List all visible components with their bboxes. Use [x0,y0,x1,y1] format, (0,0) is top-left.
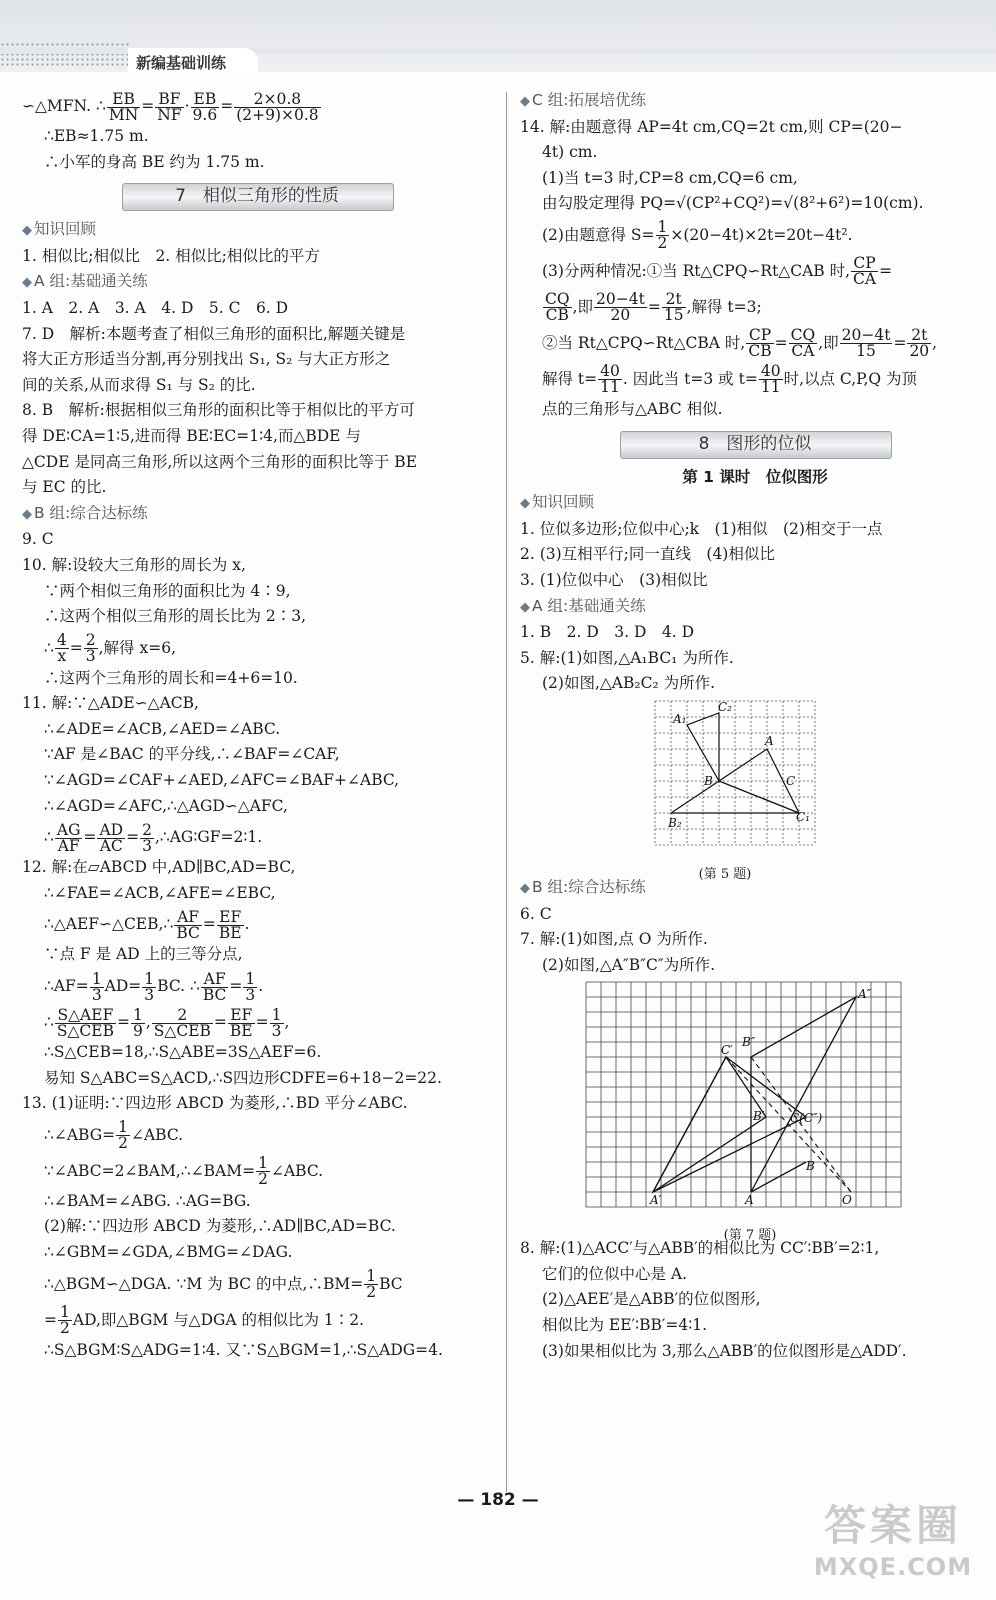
line-l27 [22,906,492,942]
line-l15: ∵两个相似三角形的面积比为 4∶9, [44,581,291,600]
text: = [647,297,661,316]
numerator: AF [201,972,229,988]
denominator: 20 [909,342,930,361]
label-C-prime: C′ [721,1043,733,1058]
fraction [90,969,104,1004]
line-l14: 10. 解:设较大三角形的周长为 x, [22,555,246,574]
watermark [808,1493,978,1588]
page-header [0,0,996,72]
line-r18: 7. 解:(1)如图,点 O 为所作. [520,930,708,949]
diamond-icon: ◆ [22,506,32,522]
fraction [851,256,878,287]
line-r08 [520,325,990,361]
label-A: A [745,1193,754,1208]
denominator: 2 [366,1283,377,1302]
text: . 因此当 t=3 或 t= [622,369,758,388]
denominator: (2+9)×0.8 [236,105,319,124]
fraction [155,89,183,124]
line-l37: (2)解:∵四边形 ABCD 为菱形,∴AD∥BC,AD=BC. [44,1217,396,1236]
fraction [907,328,931,359]
line-l33: 13. (1)证明:∵四边形 ABCD 为菱形,∴BD 平分∠ABC. [22,1094,408,1113]
line-l17 [22,630,492,666]
diamond-icon: ◆ [520,880,530,896]
line-l20: ∴∠ADE=∠ACB,∠AED=∠ABC. [44,719,281,738]
line-r16: (2)如图,△AB₂C₂ 为所作. [542,674,716,693]
numerator: EF [228,1008,255,1024]
numerator: AG [56,820,81,839]
line-r06 [520,253,990,289]
denominator: 15 [856,342,876,361]
denominator: x [57,647,67,666]
chapter-title: 7 相似三角形的性质 [175,186,339,207]
numerator: 1 [60,1303,70,1322]
numerator: 20−4t [841,326,891,345]
line-l39 [22,1266,492,1302]
fraction [594,292,647,323]
text: , [145,1013,151,1032]
numerator: 1 [258,1154,268,1173]
numerator: S△AEF [55,1008,116,1024]
numerator: 2 [85,631,96,650]
fraction [107,89,140,124]
line-r04: 由勾股定理得 PQ=√(CP²+CQ²)=√(8²+6²)=10(cm). [542,194,924,213]
line-l29 [22,968,492,1004]
text: ,即 [818,333,839,352]
numerator: 2t [907,328,931,344]
text: ∵∠ABC=2∠BAM,∴∠BAM= [44,1161,256,1180]
numerator: 2×0.8 [234,92,320,108]
text: = [213,1013,227,1032]
section-review [520,490,990,517]
fraction [84,633,98,664]
label-B: B [806,1159,815,1174]
line-r07 [520,289,990,325]
line-l19: 11. 解:∵△ADE∽△ACB, [22,694,199,713]
label-C: C [786,773,796,788]
line-r05 [520,217,990,253]
header-dot-pattern [0,42,130,68]
section-label: C 组:拓展培优练 [532,91,646,109]
fraction [759,364,783,395]
text: ∴△AEF∽△CEB,∴ [44,915,174,934]
denominator: 3 [91,985,102,1004]
figure-7 [520,978,990,1243]
numerator: 1 [657,218,668,237]
denominator: 2 [657,234,668,253]
text: (2)由题意得 S= [542,225,655,244]
section-label: A 组:基础通关练 [34,272,148,291]
section-group-b [22,501,492,528]
numerator: 20−4t [596,290,645,309]
fraction [746,328,773,359]
denominator: S△CEB [56,1021,114,1040]
line-l40 [22,1302,492,1338]
line-l04: 1. 相似比;相似比 2. 相似比;相似比的平方 [22,246,320,265]
text: ∴∠ABG= [44,1125,116,1144]
fraction [174,907,202,942]
denominator: 2 [258,1170,268,1189]
text: = [774,333,788,352]
text: ∴ [44,1013,54,1032]
text: , [932,333,938,352]
numerator: 2t [662,292,686,308]
figure-7-caption: (第 7 题) [723,1227,777,1243]
line-r23: 相似比为 EE′∶BB′=4∶1. [542,1316,708,1335]
fraction [256,1156,270,1187]
section-label: B 组:综合达标练 [34,503,148,522]
denominator: 15 [663,306,684,325]
chapter-8-banner [620,427,890,461]
line-r12: 2. (3)互相平行;同一直线 (4)相似比 [520,545,775,564]
line-l34 [22,1117,492,1153]
fraction [656,220,670,251]
line-l13: 9. C [22,530,54,549]
line-r13: 3. (1)位似中心 (3)相似比 [520,570,708,589]
line-l02: ∴EB≈1.75 m. [44,127,149,145]
numerator: 1 [132,1005,143,1024]
fraction [789,328,818,359]
line-r21: 它们的位似中心是 A. [542,1264,688,1283]
fraction [598,364,622,395]
fraction [142,969,156,1004]
numerator: 1 [245,969,256,988]
text: = [202,915,216,934]
denominator: AC [99,836,123,855]
denominator: BE [229,1021,253,1040]
label-B-prime: B′ [753,1109,765,1124]
header-tab [128,48,258,74]
lesson-title: 第 1 课时 位似图形 [682,467,828,486]
line-r17: 6. C [520,904,552,923]
text: ×(20−4t)×2t=20t−4t². [670,225,853,244]
numerator: BF [155,92,183,108]
text: , [284,1013,290,1032]
denominator: 11 [760,378,781,397]
denominator: CB [545,306,569,325]
line-l24 [22,819,492,855]
line-l05: 1. A 2. A 3. A 4. D 5. C 6. D [22,298,289,317]
line-r01: 14. 解:由题意得 AP=4t cm,CQ=2t cm,则 CP=(20− [520,117,903,136]
section-group-a [22,269,492,296]
watermark-bottom: MXQE.COM [813,1553,973,1581]
line-l35 [22,1153,492,1189]
fraction [140,820,154,855]
text: ,解得 t=3; [686,297,762,316]
fraction [217,907,244,942]
section-label: 知识回顾 [532,493,595,512]
text: = [220,97,234,115]
fraction [55,633,69,664]
section-label: B 组:综合达标练 [532,877,646,896]
text: AD,即△BGM 与△DGA 的相似比为 1∶2. [72,1310,365,1329]
text: ∴AF= [44,977,89,996]
text: = [893,333,907,352]
label-B: B [704,773,713,788]
fraction [662,292,686,323]
line-l21: ∵AF 是∠BAC 的平分线,∴∠BAF=∠CAF, [44,745,340,764]
denominator: 3 [142,836,152,855]
fraction [116,1120,130,1151]
section-group-c [520,88,990,115]
numerator: EF [217,910,244,926]
numerator: 2 [152,1008,213,1024]
line-l09: 8. B 解析:根据相似三角形的面积比等于相似比的平方可 [22,401,415,420]
diamond-icon: ◆ [520,496,530,512]
figure-5-caption: (第 5 题) [698,866,752,882]
fraction [201,969,229,1004]
line-r22: (2)△AEE′是△ABB′的位似图形, [542,1290,761,1309]
column-divider [506,92,507,1492]
denominator: 3 [245,985,256,1004]
text: = [69,638,83,657]
line-r20: 8. 解:(1)△ACC′与△ABB′的相似比为 CC′∶BB′=2∶1, [520,1239,880,1258]
fraction [228,1005,255,1040]
text: · [184,97,190,115]
line-l31: ∴S△CEB=18,∴S△ABE=3S△AEF=6. [44,1043,322,1062]
line-l07: 将大正方形适当分割,再分别找出 S₁, S₂ 与大正方形之 [22,350,391,369]
label-A-double-prime: A″ [858,987,872,1002]
line-l36: ∴∠BAM=∠ABG. ∴AG=BG. [44,1191,251,1210]
chapter-title: 8 图形的位似 [698,433,812,454]
text: ,∴AG∶GF=2∶1. [154,828,263,847]
text: ∴△BGM∽△DGA. ∵M 为 BC 的中点,∴BM= [44,1274,364,1293]
line-l25: 12. 解:在▱ABCD 中,AD∥BC,AD=BC, [22,858,296,877]
text: ,解得 x=6, [98,638,176,657]
label-A: A [765,733,774,748]
line-l32: 易知 S△ABC=S△ACD,∴S四边形CDFE=6+18−2=22. [44,1068,442,1087]
line-l22: ∵∠AGD=∠CAF+∠AED,∠AFC=∠BAF+∠ABC, [44,771,400,790]
text: ∠ABC. [130,1125,184,1144]
numerator: 1 [118,1118,128,1137]
section-label: A 组:基础通关练 [532,596,646,615]
denominator: 3 [85,647,96,666]
text: AD= [104,977,142,996]
text: BC. ∴ [157,977,200,996]
line-l01 [22,88,492,124]
numerator: 4 [56,631,67,650]
numerator: AD [99,820,124,839]
line-l38: ∴∠GBM=∠GDA,∠BMG=∠DAG. [44,1243,293,1261]
line-r02: 4t) cm. [542,143,598,162]
fraction [97,820,125,855]
denominator: AF [57,836,80,855]
numerator: CP [746,328,773,344]
line-l30 [22,1004,492,1040]
text: BC [379,1274,403,1293]
fraction [364,1269,378,1300]
numerator: 1 [271,1005,282,1024]
denominator: BE [218,923,242,942]
fraction [152,1005,213,1040]
line-l16: ∴这两个相似三角形的周长比为 2∶3, [44,607,307,626]
section-review [22,217,492,244]
text: ②当 Rt△CPQ∽Rt△CBA 时, [542,333,746,352]
text: = [83,828,97,847]
line-l10: 得 DE∶CA=1∶5,进而得 BE∶EC=1∶4,而△BDE 与 [22,426,361,445]
denominator: 3 [271,1021,282,1040]
text: = [141,97,155,115]
text: ∽△MFN. ∴ [22,97,106,115]
fraction [55,820,83,855]
text: = [126,828,140,847]
text: = [229,977,243,996]
numerator: EB [191,92,220,108]
line-r14: 1. B 2. D 3. D 4. D [520,623,695,642]
line-l18: ∴这两个三角形的周长和=4+6=10. [44,668,298,687]
denominator: 9 [132,1021,143,1040]
fraction [55,1005,116,1040]
fraction [131,1005,145,1040]
line-l06: 7. D 解析:本题考查了相似三角形的面积比,解题关键是 [22,324,406,343]
fraction [243,969,257,1004]
text: = [879,261,893,280]
label-A1: A₁ [673,711,687,726]
line-l23: ∴∠AGD=∠AFC,∴△AGD∽△AFC, [44,796,288,815]
text: ,即 [572,297,594,316]
figure-7-grid [520,978,990,1214]
right-column [520,88,990,1364]
line-r10: 点的三角形与△ABC 相似. [542,399,723,418]
diamond-icon: ◆ [520,94,530,109]
fraction [191,89,220,124]
section-label: 知识回顾 [34,220,97,239]
fraction [840,328,893,359]
numerator: CQ [545,290,570,309]
numerator: AF [174,910,202,926]
denominator: BC [176,923,200,942]
watermark-top: 答案圈 [823,1501,962,1550]
figure-5 [520,697,990,882]
line-l26: ∴∠FAE=∠ACB,∠AFE=∠EBC, [44,883,276,902]
figure-5-grid [520,697,990,853]
text: 时,以点 C,P,Q 为顶 [783,369,918,388]
denominator: 9.6 [192,105,218,124]
line-l03: ∴小军的身高 BE 约为 1.75 m. [44,152,265,171]
text: = [44,1310,57,1329]
denominator: CA [791,342,815,361]
denominator: NF [157,105,182,124]
chapter-7-banner [122,179,392,213]
text: ∴ [44,638,54,657]
label-C1: C₁ [796,809,810,824]
line-r11: 1. 位似多边形;位似中心;k (1)相似 (2)相交于一点 [520,519,883,538]
line-l41: ∴S△BGM∶S△ADG=1∶4. 又∵S△BGM=1,∴S△ADG=4. [44,1340,443,1359]
denominator: 3 [144,985,155,1004]
section-group-a [520,594,990,621]
denominator: MN [108,105,139,124]
fraction [543,292,572,323]
text: . [244,915,250,934]
left-column [22,88,492,1363]
denominator: CB [748,342,772,361]
label-B2: B₂ [668,815,682,830]
line-l28: ∵点 F 是 AD 上的三等分点, [44,945,243,964]
label-B-double-prime: B″ [742,1035,756,1050]
line-r19: (2)如图,△A″B″C″为所作. [542,955,716,974]
numerator: 1 [91,969,102,988]
line-l12: 与 EC 的比. [22,478,107,497]
line-l11: △CDE 是同高三角形,所以这两个三角形的面积比等于 BE [22,452,418,471]
denominator: 2 [60,1319,70,1338]
text: ∴ [44,828,54,847]
numerator: 40 [760,362,781,381]
denominator: 20 [610,306,631,325]
denominator: BC [202,985,227,1004]
line-r15: 5. 解:(1)如图,△A₁BC₁ 为所作. [520,648,734,667]
numerator: CP [851,256,878,272]
numerator: 1 [144,969,155,988]
numerator: 40 [600,362,620,381]
numerator: 2 [142,820,152,839]
line-r03: (1)当 t=3 时,CP=8 cm,CQ=6 cm, [542,168,798,187]
fraction [234,89,320,124]
fraction [58,1305,72,1336]
fraction [270,1005,284,1040]
denominator: 11 [600,378,620,397]
denominator: S△CEB [153,1021,211,1040]
diamond-icon: ◆ [520,599,530,615]
label-C2: C₂ [718,699,732,714]
label-C-C-double-prime: C(C″) [790,1111,823,1126]
line-l08: 间的关系,从而求得 S₁ 与 S₂ 的比. [22,375,256,394]
line-r24: (3)如果相似比为 3,那么△ABB′的位似图形是△ADD′. [542,1341,907,1360]
text: (3)分两种情况:①当 Rt△CPQ∽Rt△CAB 时, [542,261,851,280]
text: = [255,1013,269,1032]
diamond-icon: ◆ [22,275,32,291]
numerator: 1 [366,1267,377,1286]
denominator: 2 [118,1134,128,1153]
label-O: O [842,1193,852,1208]
diamond-icon: ◆ [22,223,32,239]
text: . [258,977,264,996]
label-A-prime: A′ [650,1193,662,1208]
text: 解得 t= [542,369,598,388]
text: ∠ABC. [270,1161,324,1180]
text: = [116,1013,130,1032]
book-title: 新编基础训练 [136,54,227,72]
numerator: CQ [790,326,816,345]
line-r09 [520,361,990,397]
denominator: CA [853,270,877,289]
numerator: EB [107,92,140,108]
page-number: — 182 — [457,1490,539,1510]
